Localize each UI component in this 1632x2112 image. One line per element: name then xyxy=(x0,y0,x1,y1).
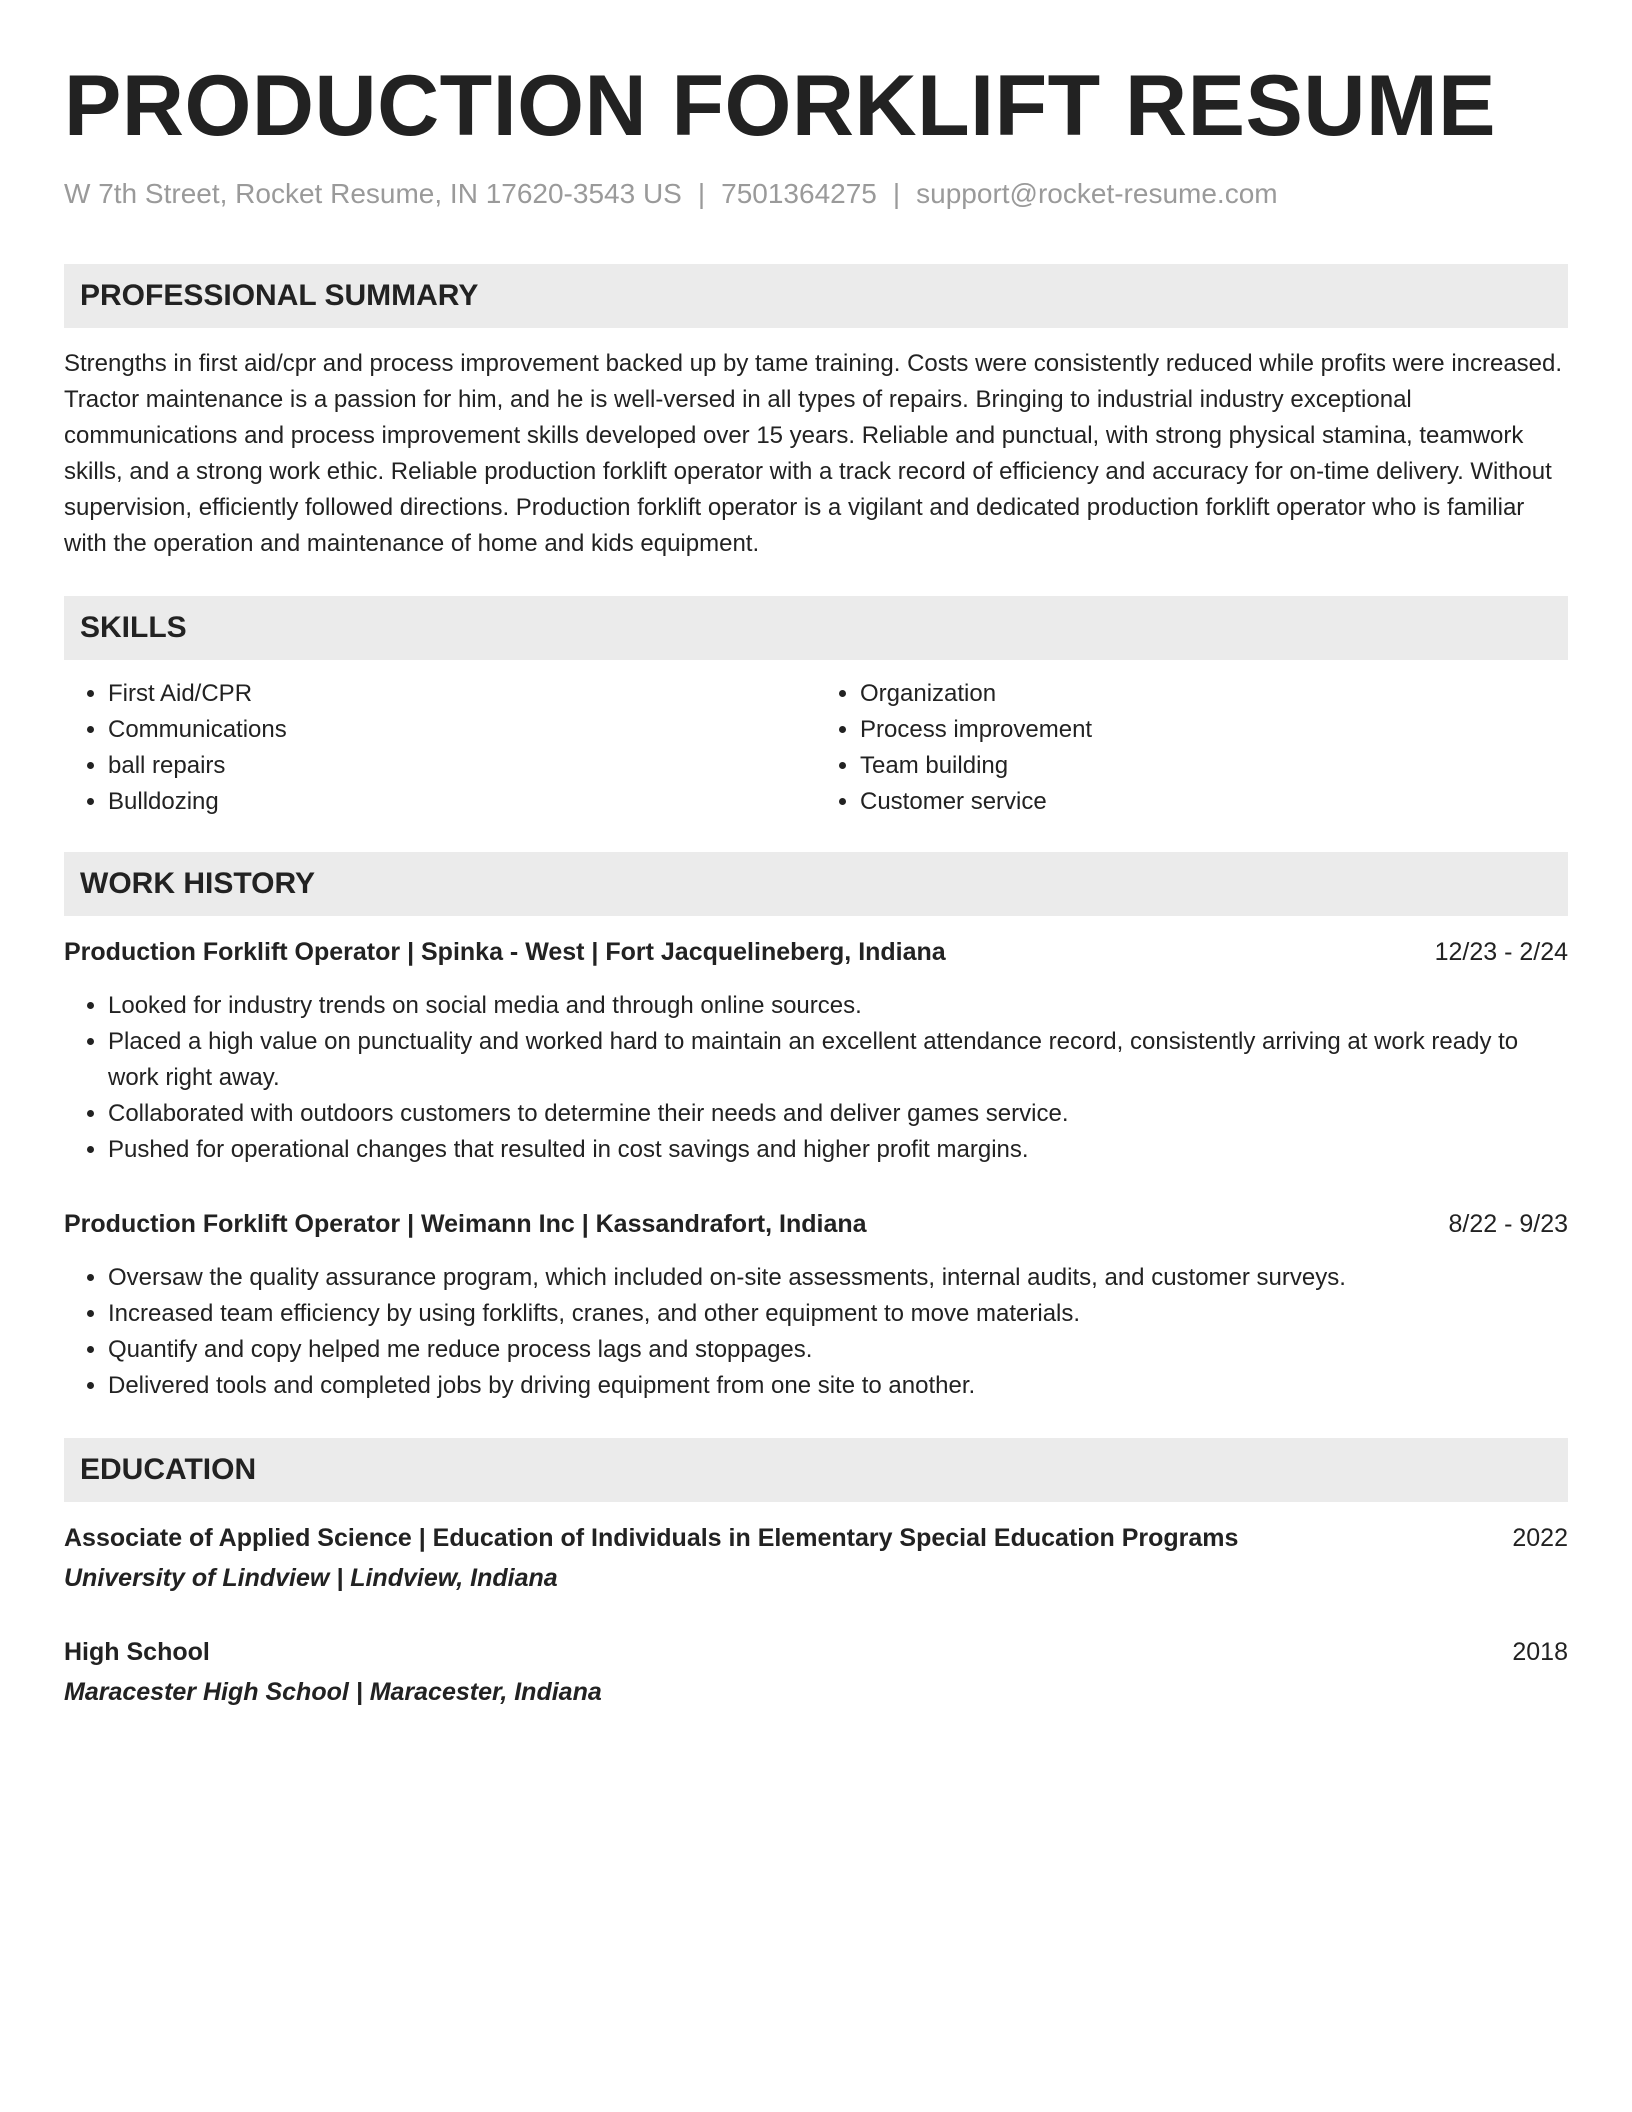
skill-item: • Organization xyxy=(860,676,1568,712)
skills-column-right xyxy=(816,676,1568,820)
education-header xyxy=(64,1634,1568,1670)
job-entry xyxy=(64,1206,1568,1404)
education-degree: Associate of Applied Science | Education of Individuals in Elementary Special Education Programs xyxy=(64,1524,1239,1552)
skills-heading: SKILLS xyxy=(64,596,1568,660)
job-bullet: • Delivered tools and completed jobs by driving equipment from one site to another. xyxy=(108,1368,1568,1404)
job-header xyxy=(64,934,1568,970)
contact-line xyxy=(64,176,1568,212)
job-bullet: • Collaborated with outdoors customers to determine their needs and deliver games service. xyxy=(108,1096,1568,1132)
skills-column-left xyxy=(64,676,816,820)
job-entry xyxy=(64,934,1568,1168)
job-bullet: • Placed a high value on punctuality and worked hard to maintain an excellent attendance record, consistently arriving at work ready to work right away. xyxy=(108,1024,1568,1096)
skill-item: • First Aid/CPR xyxy=(108,676,816,712)
skill-item: • Team building xyxy=(860,748,1568,784)
job-header xyxy=(64,1206,1568,1242)
contact-phone: 7501364275 xyxy=(721,178,877,209)
summary-text: Strengths in first aid/cpr and process improvement backed up by tame training. Costs were consistently reduced while profits were increased. Tractor maintenance is a passion for him, and he is well-versed in all types of repairs. Bringing to industrial industry exceptional communications and process improvement skills developed over 15 years. Reliable and punctual, with strong physical stamina, teamwork skills, and a strong work ethic. Reliable production forklift operator with a track record of efficiency and accuracy for on-time delivery. Without supervision, efficiently followed directions. Production forklift operator is a vigilant and dedicated production forklift operator who is familiar with the operation and maintenance of home and kids equipment. xyxy=(64,350,1563,557)
contact-separator: | xyxy=(697,178,706,209)
education-entry xyxy=(64,1520,1568,1596)
skill-item: • Communications xyxy=(108,712,816,748)
job-bullet: • Increased team efficiency by using forklifts, cranes, and other equipment to move materials. xyxy=(108,1296,1568,1332)
job-bullet: • Looked for industry trends on social media and through online sources. xyxy=(108,988,1568,1024)
skills-list xyxy=(64,676,1568,820)
education-school: Maracester High School | Maracester, Indiana xyxy=(64,1678,602,1706)
skill-item: • Customer service xyxy=(860,784,1568,820)
job-dates: 8/22 - 9/23 xyxy=(1448,1210,1568,1238)
job-title: Production Forklift Operator | Spinka - West | Fort Jacquelineberg, Indiana xyxy=(64,938,946,966)
job-title: Production Forklift Operator | Weimann Inc | Kassandrafort, Indiana xyxy=(64,1210,867,1238)
work-history-heading: WORK HISTORY xyxy=(64,852,1568,916)
contact-address: W 7th Street, Rocket Resume, IN 17620-3543 US xyxy=(64,178,682,209)
education-year: 2022 xyxy=(1512,1524,1568,1552)
education-year: 2018 xyxy=(1512,1638,1568,1666)
job-bullets xyxy=(64,1260,1568,1404)
education-header xyxy=(64,1520,1568,1556)
contact-email: support@rocket-resume.com xyxy=(916,178,1278,209)
job-dates: 12/23 - 2/24 xyxy=(1434,938,1568,966)
job-bullets xyxy=(64,988,1568,1168)
skill-item: • ball repairs xyxy=(108,748,816,784)
skill-item: • Bulldozing xyxy=(108,784,816,820)
job-bullet: • Oversaw the quality assurance program, which included on-site assessments, internal audits, and customer surveys. xyxy=(108,1260,1568,1296)
education-heading: EDUCATION xyxy=(64,1438,1568,1502)
contact-separator: | xyxy=(892,178,901,209)
job-bullet: • Quantify and copy helped me reduce process lags and stoppages. xyxy=(108,1332,1568,1368)
resume-name: PRODUCTION FORKLIFT RESUME xyxy=(64,58,1496,154)
education-school: University of Lindview | Lindview, Indiana xyxy=(64,1564,558,1592)
education-entry xyxy=(64,1634,1568,1710)
job-bullet: • Pushed for operational changes that resulted in cost savings and higher profit margins. xyxy=(108,1132,1568,1168)
summary-heading: PROFESSIONAL SUMMARY xyxy=(64,264,1568,328)
skill-item: • Process improvement xyxy=(860,712,1568,748)
education-degree: High School xyxy=(64,1638,210,1666)
